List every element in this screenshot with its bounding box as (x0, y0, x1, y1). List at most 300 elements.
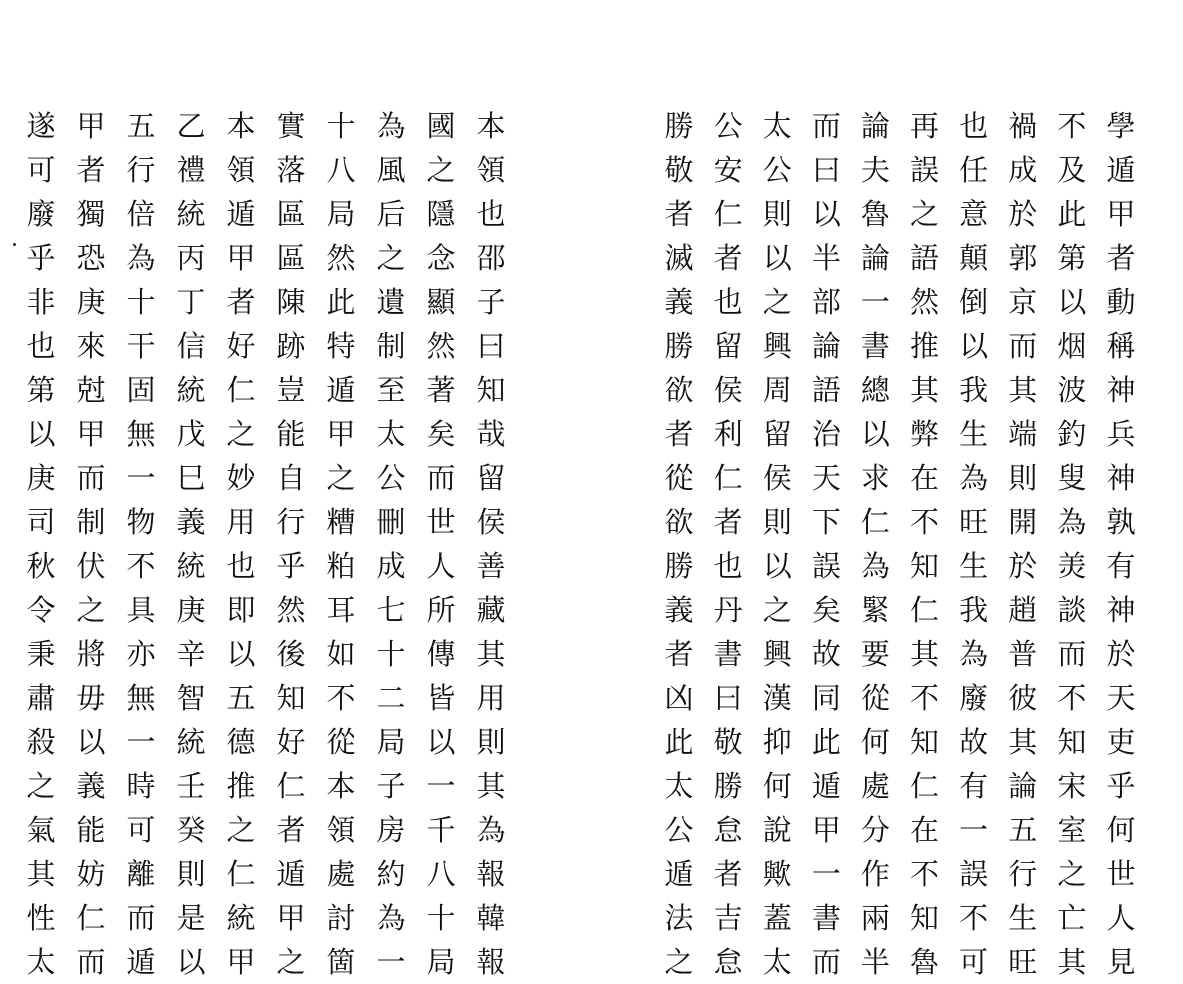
character: 能 (276, 417, 306, 451)
character: 及 (1057, 153, 1087, 187)
character: 其 (1057, 945, 1087, 979)
character: 怠 (713, 813, 743, 847)
character: 殺 (26, 725, 56, 759)
character: 一 (126, 461, 156, 495)
character: 誤 (811, 549, 841, 583)
character: 不 (1057, 109, 1087, 143)
character: 我 (959, 593, 989, 627)
character: 以 (426, 725, 456, 759)
character: 此 (1057, 197, 1087, 231)
character: 從 (664, 461, 694, 495)
character: 為 (1057, 505, 1087, 539)
character: 庚 (176, 593, 206, 627)
character: 糟 (326, 505, 356, 539)
character: 為 (376, 109, 406, 143)
character: 論 (860, 241, 890, 275)
character: 仁 (713, 197, 743, 231)
character: 之 (910, 197, 940, 231)
character: 甲 (76, 109, 106, 143)
character: 公 (713, 109, 743, 143)
character: 太 (664, 769, 694, 803)
character: 智 (176, 681, 206, 715)
character: 遺 (376, 285, 406, 319)
character: 以 (959, 329, 989, 363)
character: 統 (176, 373, 206, 407)
character: 乎 (1106, 769, 1136, 803)
character: 行 (276, 505, 306, 539)
character: 好 (226, 329, 256, 363)
character: 也 (713, 285, 743, 319)
character: 其 (1008, 725, 1038, 759)
character: 妨 (76, 857, 106, 891)
character: 時 (126, 769, 156, 803)
character: 廢 (26, 197, 56, 231)
character: 人 (1106, 901, 1136, 935)
character: 庚 (76, 285, 106, 319)
character: 用 (226, 505, 256, 539)
character: 為 (860, 549, 890, 583)
character: 甲 (76, 417, 106, 451)
character: 粕 (326, 549, 356, 583)
character: 為 (476, 813, 506, 847)
character: 則 (176, 857, 206, 891)
character: 倍 (126, 197, 156, 231)
character: 仁 (226, 373, 256, 407)
character: 則 (476, 725, 506, 759)
character: 仁 (713, 461, 743, 495)
character: 德 (226, 725, 256, 759)
character: 區 (276, 197, 306, 231)
character: 推 (910, 329, 940, 363)
character: 丁 (176, 285, 206, 319)
character: 求 (860, 461, 890, 495)
character: 仁 (276, 769, 306, 803)
character: 尅 (76, 373, 106, 407)
character: 不 (326, 681, 356, 715)
character: 伏 (76, 549, 106, 583)
character: 禮 (176, 153, 206, 187)
character: 則 (762, 197, 792, 231)
character: 歟 (762, 857, 792, 891)
character: 漢 (762, 681, 792, 715)
character: 利 (713, 417, 743, 451)
character: 以 (762, 549, 792, 583)
character: 曰 (811, 153, 841, 187)
character: 欲 (664, 373, 694, 407)
text-column (906, 104, 944, 979)
character: 語 (910, 241, 940, 275)
character: 從 (326, 725, 356, 759)
character: 為 (959, 461, 989, 495)
character: 侯 (762, 461, 792, 495)
character: 為 (959, 637, 989, 671)
character: 制 (76, 505, 106, 539)
character: 箇 (326, 945, 356, 979)
character: 義 (664, 285, 694, 319)
character: 甲 (226, 945, 256, 979)
text-column (758, 104, 796, 979)
character: 太 (762, 109, 792, 143)
character: 如 (326, 637, 356, 671)
character: 於 (1106, 637, 1136, 671)
character: 以 (762, 241, 792, 275)
character: 報 (476, 857, 506, 891)
character: 生 (1008, 901, 1038, 935)
character: 而 (126, 901, 156, 935)
character: 之 (664, 945, 694, 979)
character: 滅 (664, 241, 694, 275)
character: 遁 (664, 857, 694, 891)
character: 公 (762, 153, 792, 187)
character: 甲 (276, 901, 306, 935)
text-column (122, 104, 160, 979)
character: 弊 (910, 417, 940, 451)
character: 以 (1057, 285, 1087, 319)
character: 不 (910, 505, 940, 539)
character: 敬 (713, 725, 743, 759)
character: 在 (910, 813, 940, 847)
character: 敬 (664, 153, 694, 187)
character: 處 (326, 857, 356, 891)
character: 至 (376, 373, 406, 407)
character: 具 (126, 593, 156, 627)
character: 天 (811, 461, 841, 495)
character: 凶 (664, 681, 694, 715)
character: 局 (326, 197, 356, 231)
character: 然 (426, 329, 456, 363)
character: 秉 (26, 637, 56, 671)
character: 其 (476, 637, 506, 671)
character: 者 (1106, 241, 1136, 275)
character: 巳 (176, 461, 206, 495)
character: 吏 (1106, 725, 1136, 759)
character: 義 (176, 505, 206, 539)
character: 可 (26, 153, 56, 187)
character: 肅 (26, 681, 56, 715)
character: 此 (811, 725, 841, 759)
character: 旺 (959, 505, 989, 539)
character: 一 (126, 725, 156, 759)
character: 癸 (176, 813, 206, 847)
character: 獨 (76, 197, 106, 231)
character: 意 (959, 197, 989, 231)
character: 吉 (713, 901, 743, 935)
character: 用 (476, 681, 506, 715)
character: 無 (126, 417, 156, 451)
character: 以 (860, 417, 890, 451)
character: 故 (959, 725, 989, 759)
character: 討 (326, 901, 356, 935)
character: 後 (276, 637, 306, 671)
character: 房 (376, 813, 406, 847)
character: 皆 (426, 681, 456, 715)
character: 故 (811, 637, 841, 671)
character: 二 (376, 681, 406, 715)
text-column (172, 104, 210, 979)
character: 戊 (176, 417, 206, 451)
character: 善 (476, 549, 506, 583)
character: 在 (910, 461, 940, 495)
character: 不 (126, 549, 156, 583)
character: 半 (860, 945, 890, 979)
character: 統 (226, 901, 256, 935)
character: 統 (176, 197, 206, 231)
character: 區 (276, 241, 306, 275)
character: 統 (176, 549, 206, 583)
character: 法 (664, 901, 694, 935)
character: 神 (1106, 373, 1136, 407)
character: 韓 (476, 901, 506, 935)
character: 其 (1008, 373, 1038, 407)
character: 曰 (476, 329, 506, 363)
character: 則 (1008, 461, 1038, 495)
character: 甲 (226, 241, 256, 275)
text-column (422, 104, 460, 979)
character: 邵 (476, 241, 506, 275)
character: 一 (959, 813, 989, 847)
ink-speck (13, 243, 16, 246)
character: 也 (476, 197, 506, 231)
character: 不 (910, 681, 940, 715)
character: 而 (76, 461, 106, 495)
text-column (660, 104, 698, 979)
character: 留 (476, 461, 506, 495)
character: 也 (26, 329, 56, 363)
character: 一 (811, 857, 841, 891)
character: 叟 (1057, 461, 1087, 495)
character: 念 (426, 241, 456, 275)
character: 辛 (176, 637, 206, 671)
character: 而 (811, 109, 841, 143)
character: 之 (762, 593, 792, 627)
text-column (807, 104, 845, 979)
character: 不 (1057, 681, 1087, 715)
character: 語 (811, 373, 841, 407)
character: 學 (1106, 109, 1136, 143)
character: 勝 (664, 109, 694, 143)
character: 論 (1008, 769, 1038, 803)
character: 曰 (713, 681, 743, 715)
character: 約 (376, 857, 406, 891)
character: 第 (26, 373, 56, 407)
character: 侯 (476, 505, 506, 539)
character: 物 (126, 505, 156, 539)
character: 也 (226, 549, 256, 583)
character: 於 (1008, 197, 1038, 231)
character: 亦 (126, 637, 156, 671)
character: 勝 (664, 549, 694, 583)
character: 無 (126, 681, 156, 715)
character: 然 (276, 593, 306, 627)
character: 統 (176, 725, 206, 759)
text-column (709, 104, 747, 979)
character: 行 (1008, 857, 1038, 891)
character: 以 (26, 417, 56, 451)
character: 此 (664, 725, 694, 759)
text-column (372, 104, 410, 979)
right-page (660, 104, 1140, 979)
character: 五 (226, 681, 256, 715)
character: 遂 (26, 109, 56, 143)
character: 留 (713, 329, 743, 363)
character: 干 (126, 329, 156, 363)
character: 倒 (959, 285, 989, 319)
character: 遁 (1106, 153, 1136, 187)
character: 本 (476, 109, 506, 143)
character: 有 (1106, 549, 1136, 583)
character: 有 (959, 769, 989, 803)
character: 跡 (276, 329, 306, 363)
character: 局 (376, 725, 406, 759)
character: 以 (811, 197, 841, 231)
character: 安 (713, 153, 743, 187)
character: 下 (811, 505, 841, 539)
character: 室 (1057, 813, 1087, 847)
character: 仁 (226, 857, 256, 891)
character: 勝 (713, 769, 743, 803)
character: 者 (713, 505, 743, 539)
character: 傳 (426, 637, 456, 671)
character: 者 (713, 857, 743, 891)
character: 丙 (176, 241, 206, 275)
character: 者 (276, 813, 306, 847)
text-column (856, 104, 894, 979)
character: 此 (326, 285, 356, 319)
character: 一 (376, 945, 406, 979)
character: 制 (376, 329, 406, 363)
character: 部 (811, 285, 841, 319)
character: 千 (426, 813, 456, 847)
character: 魯 (860, 197, 890, 231)
character: 知 (276, 681, 306, 715)
character: 總 (860, 373, 890, 407)
character: 我 (959, 373, 989, 407)
character: 書 (811, 901, 841, 935)
character: 之 (426, 153, 456, 187)
character: 遁 (126, 945, 156, 979)
character: 領 (226, 153, 256, 187)
character: 為 (376, 901, 406, 935)
character: 何 (860, 725, 890, 759)
character: 動 (1106, 285, 1136, 319)
character: 隱 (426, 197, 456, 231)
character: 亡 (1057, 901, 1087, 935)
character: 一 (860, 285, 890, 319)
character: 令 (26, 593, 56, 627)
character: 誤 (959, 857, 989, 891)
character: 端 (1008, 417, 1038, 451)
character: 非 (26, 285, 56, 319)
text-column (222, 104, 260, 979)
character: 兵 (1106, 417, 1136, 451)
character: 普 (1008, 637, 1038, 671)
character: 仁 (860, 505, 890, 539)
character: 而 (1057, 637, 1087, 671)
character: 甲 (326, 417, 356, 451)
character: 即 (226, 593, 256, 627)
character: 本 (226, 109, 256, 143)
character: 則 (762, 505, 792, 539)
character: 子 (376, 769, 406, 803)
character: 然 (910, 285, 940, 319)
character: 侯 (713, 373, 743, 407)
character: 魯 (910, 945, 940, 979)
character: 趙 (1008, 593, 1038, 627)
character: 顛 (959, 241, 989, 275)
character: 任 (959, 153, 989, 187)
character: 從 (860, 681, 890, 715)
character: 五 (1008, 813, 1038, 847)
character: 耳 (326, 593, 356, 627)
character: 知 (1057, 725, 1087, 759)
text-column (272, 104, 310, 979)
character: 稱 (1106, 329, 1136, 363)
character: 世 (426, 505, 456, 539)
character: 者 (713, 241, 743, 275)
character: 之 (326, 461, 356, 495)
character: 哉 (476, 417, 506, 451)
character: 開 (1008, 505, 1038, 539)
character: 之 (76, 593, 106, 627)
character: 釣 (1057, 417, 1087, 451)
character: 離 (126, 857, 156, 891)
character: 緊 (860, 593, 890, 627)
character: 刪 (376, 505, 406, 539)
character: 行 (126, 153, 156, 187)
character: 成 (376, 549, 406, 583)
character: 旺 (1008, 945, 1038, 979)
character: 書 (860, 329, 890, 363)
character: 其 (26, 857, 56, 891)
character: 怠 (713, 945, 743, 979)
character: 仁 (910, 769, 940, 803)
character: 十 (426, 901, 456, 935)
character: 毋 (76, 681, 106, 715)
character: 將 (76, 637, 106, 671)
character: 半 (811, 241, 841, 275)
character: 仁 (76, 901, 106, 935)
character: 五 (126, 109, 156, 143)
character: 信 (176, 329, 206, 363)
left-page (22, 104, 510, 979)
character: 者 (76, 153, 106, 187)
character: 之 (226, 813, 256, 847)
character: 留 (762, 417, 792, 451)
character: 同 (811, 681, 841, 715)
character: 書 (713, 637, 743, 671)
character: 說 (762, 813, 792, 847)
character: 不 (959, 901, 989, 935)
character: 作 (860, 857, 890, 891)
character: 遁 (811, 769, 841, 803)
character: 知 (910, 549, 940, 583)
character: 豈 (276, 373, 306, 407)
character: 來 (76, 329, 106, 363)
character: 乎 (276, 549, 306, 583)
character: 自 (276, 461, 306, 495)
character: 性 (26, 901, 56, 935)
text-column (1053, 104, 1091, 979)
character: 者 (664, 417, 694, 451)
character: 太 (762, 945, 792, 979)
character: 兩 (860, 901, 890, 935)
character: 也 (959, 109, 989, 143)
character: 郭 (1008, 241, 1038, 275)
character: 之 (26, 769, 56, 803)
character: 於 (1008, 549, 1038, 583)
character: 矣 (811, 593, 841, 627)
character: 天 (1106, 681, 1136, 715)
